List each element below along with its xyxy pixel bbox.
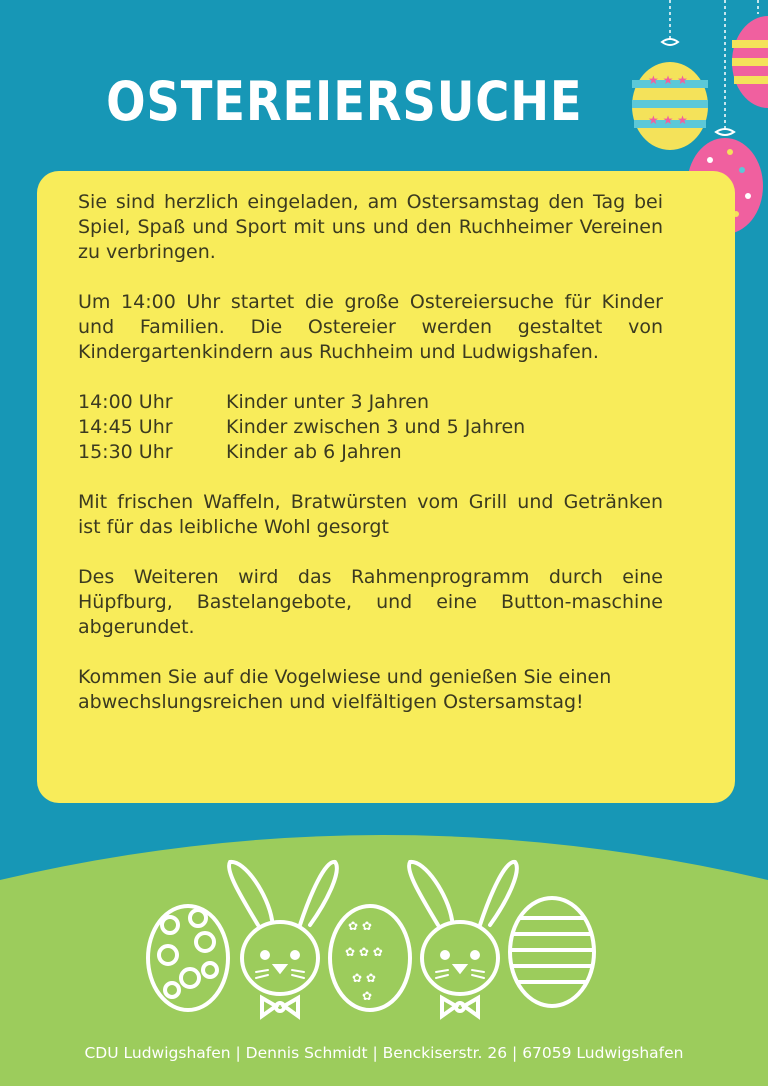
svg-text:✿ ✿: ✿ ✿ (352, 971, 376, 985)
start-paragraph: Um 14:00 Uhr startet die große Ostereiersuche für Kinder und Familien. Die Ostereier werden gestaltet von Kindergartenkindern aus Ruchheim und Ludwigshafen. (78, 291, 663, 363)
page-title: OSTEREIERSUCHE (106, 70, 583, 133)
svg-text:✿: ✿ (362, 989, 373, 1003)
food-paragraph: Mit frischen Waffeln, Bratwürsten vom Grill und Getränken ist für das leibliche Wohl gesorgt (78, 491, 663, 538)
schedule-time: 15:30 Uhr (78, 441, 173, 463)
svg-text:★ ★ ★: ★ ★ ★ (648, 73, 688, 87)
schedule-time: 14:00 Uhr (78, 391, 173, 413)
intro-paragraph: Sie sind herzlich eingeladen, am Ostersamstag den Tag bei Spiel, Spaß und Sport mit uns und den Ruchheimer Vereinen zu verbringen. (78, 191, 663, 263)
footer-address: CDU Ludwigshafen | Dennis Schmidt | Benckiserstr. 26 | 67059 Ludwigshafen (84, 1044, 684, 1062)
schedule-group: Kinder zwischen 3 und 5 Jahren (226, 416, 526, 438)
svg-text:★ ★ ★: ★ ★ ★ (648, 113, 688, 127)
schedule-time: 14:45 Uhr (78, 416, 173, 438)
schedule-group: Kinder unter 3 Jahren (226, 391, 429, 413)
closing-paragraph: Kommen Sie auf die Vogelwiese und genießen Sie einen abwechslungsreichen und vielfältigen Ostersamstag! (78, 666, 612, 713)
program-paragraph: Des Weiteren wird das Rahmenprogramm durch eine Hüpfburg, Bastelangebote, und eine Button-maschine abgerundet. (78, 566, 663, 638)
svg-text:✿ ✿: ✿ ✿ (348, 919, 372, 933)
svg-text:✿ ✿ ✿: ✿ ✿ ✿ (345, 945, 383, 959)
schedule-group: Kinder ab 6 Jahren (226, 441, 402, 463)
